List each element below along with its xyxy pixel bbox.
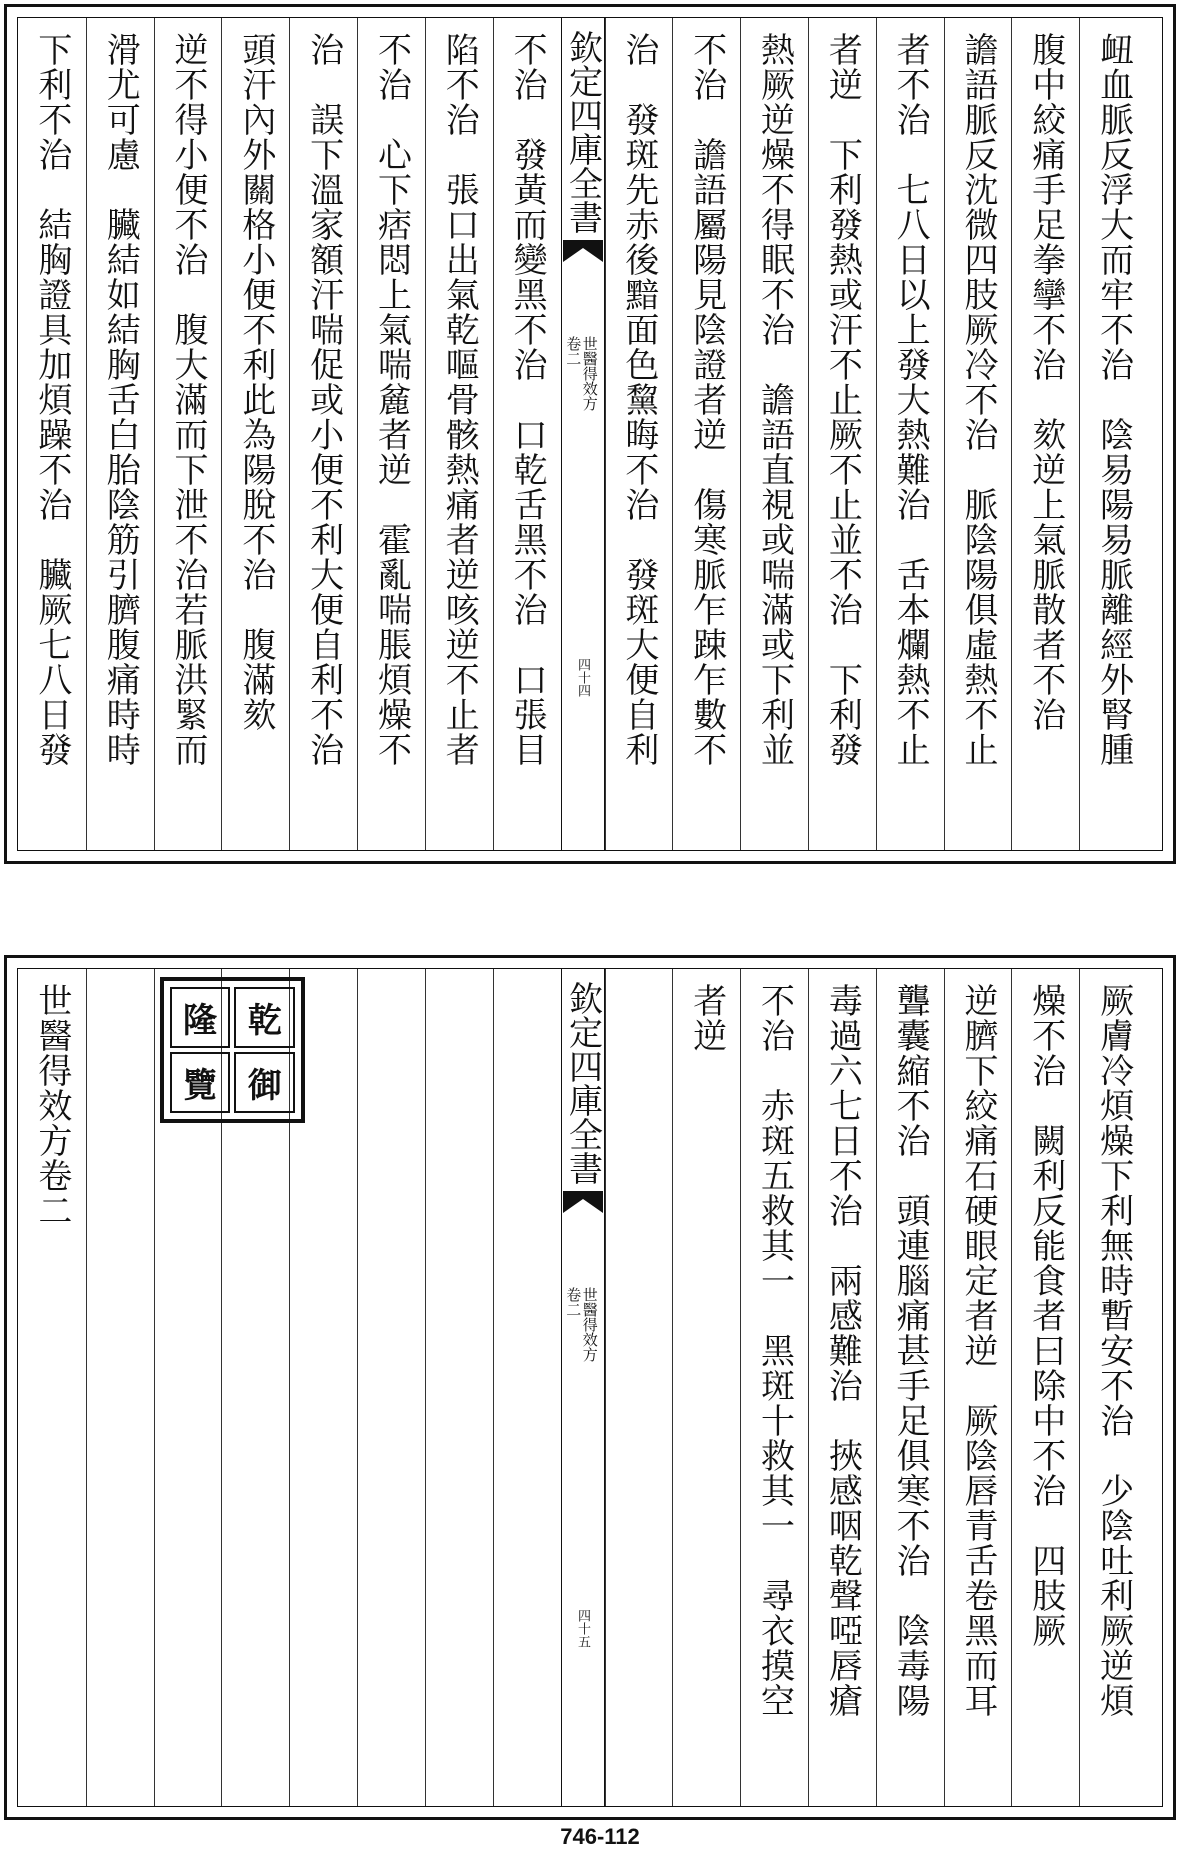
imperial-seal [160,977,306,1123]
text-column [1011,18,1079,850]
seal-character: 覽 [170,1052,231,1113]
text-column [740,18,808,850]
column-text: 不治 發黃而變黑不治 口乾舌黑不治 口張目 [507,32,548,767]
text-column [289,18,357,850]
text-column [493,969,561,1806]
text-column [154,18,222,850]
book-name: 世醫得效方 [580,1287,599,1362]
column-text: 逆臍下絞痛石硬眼定者逆 厥陰唇青舌卷黑而耳 [957,983,998,1718]
text-column [740,969,808,1806]
column-text: 者逆 [686,983,727,1053]
column-text: 聾囊縮不治 頭連腦痛甚手足俱寒不治 陰毒陽 [890,983,931,1718]
column-text: 逆不得小便不治 腹大滿而下泄不治若脈洪緊而 [168,32,209,767]
text-column [808,969,876,1806]
bottom-page-frame [17,968,1163,1807]
column-text: 熱厥逆燥不得眠不治 譫語直視或喘滿或下利並 [754,32,795,767]
text-column [944,969,1012,1806]
text-column [221,18,289,850]
column-text: 者逆 下利發熱或汗不止厥不止並不治 下利發 [822,32,863,767]
column-text: 治 發斑先赤後黯面色黧晦不治 發斑大便自利 [618,32,659,767]
text-column [1079,969,1147,1806]
fish-tail-ornament-icon [563,1191,603,1217]
column-text: 頭汗內外關格小便不利此為陽脫不治 腹滿欬 [235,32,276,732]
text-column [425,969,493,1806]
volume-label: 卷二 [564,336,583,366]
column-text: 下利不治 結胸證具加煩躁不治 臟厥七八日發 [31,32,72,767]
column-text: 治 誤下溫家額汗喘促或小便不利大便自利不治 [303,32,344,767]
seal-character: 隆 [170,987,231,1048]
text-column [605,969,673,1806]
column-text: 腹中絞痛手足拳攣不治 欬逆上氣脈散者不治 [1025,32,1066,732]
column-text: 滑尤可慮 臟結如結胸舌白胎陰筋引臍腹痛時時 [100,32,141,767]
seal-character: 乾 [234,987,295,1048]
book-header-title: 欽定四庫全書 [562,981,603,1185]
column-text: 衄血脈反浮大而牢不治 陰易陽易脈離經外腎腫 [1093,32,1134,767]
sheet-label: 746-112 [560,1824,640,1849]
text-column [876,969,944,1806]
text-column [18,18,86,850]
text-column [605,18,673,850]
column-text: 不治 赤斑五救其一 黑斑十救其一 尋衣摸空 [754,983,795,1718]
text-column [876,18,944,850]
text-column [86,969,154,1806]
center-fold-column [561,969,605,1806]
text-column [18,969,86,1806]
book-name: 世醫得效方 [580,336,599,411]
column-text: 燥不治 闕利反能食者曰除中不治 四肢厥 [1025,983,1066,1648]
text-column [1011,969,1079,1806]
text-column [672,18,740,850]
text-column [86,18,154,850]
book-header-title: 欽定四庫全書 [562,30,603,234]
text-column [672,969,740,1806]
column-text: 厥膚冷煩燥下利無時暫安不治 少陰吐利厥逆煩 [1093,983,1134,1718]
seal-character: 御 [234,1052,295,1113]
bottom-page [4,955,1176,1820]
text-column [493,18,561,850]
column-text: 者不治 七八日以上發大熱難治 舌本爛熱不止 [890,32,931,767]
column-text: 毒過六七日不治 兩感難治 挾感咽乾聲啞唇瘡 [822,983,863,1718]
top-page-frame [17,17,1163,851]
fish-tail-ornament-icon [563,240,603,266]
page-number: 四十五 [575,1609,590,1648]
top-page [4,4,1176,864]
column-text: 不治 心下痞悶上氣喘麄者逆 霍亂喘脹煩燥不 [371,32,412,767]
text-column [357,969,425,1806]
text-column [1079,18,1147,850]
text-column [944,18,1012,850]
page-number: 四十四 [575,658,590,697]
column-text: 不治 譫語屬陽見陰證者逆 傷寒脈乍踈乍數不 [686,32,727,767]
text-column [357,18,425,850]
text-column [425,18,493,850]
column-text: 陷不治 張口出氣乾嘔骨骸熱痛者逆咳逆不止者 [439,32,480,767]
column-text: 世醫得效方卷二 [31,983,72,1228]
text-column [808,18,876,850]
volume-label: 卷二 [564,1287,583,1317]
column-text: 譫語脈反沈微四肢厥冷不治 脈陰陽俱虛熱不止 [957,32,998,767]
center-fold-column [561,18,605,850]
